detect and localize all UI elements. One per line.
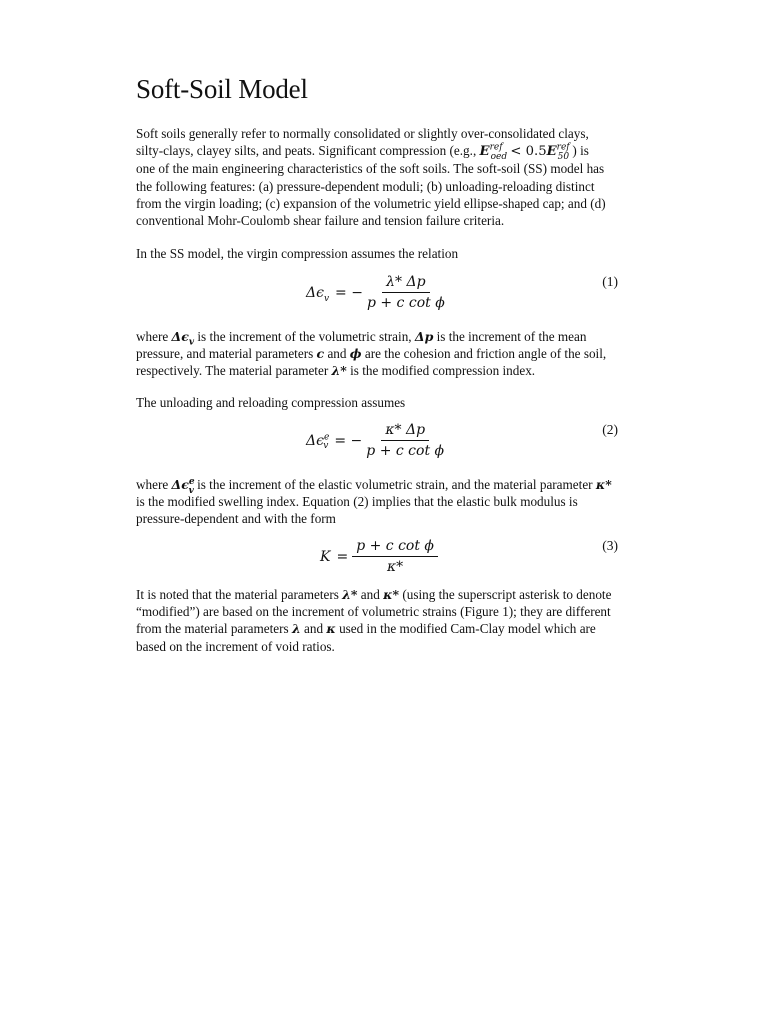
eq3-lhs: K [320,548,331,565]
math-kappa-star: κ* [383,587,400,602]
text-span: is the increment of the mean pressure, and material parameters [136,329,587,362]
eq2-numerator: κ* Δp [381,422,429,441]
eq3-number: (3) [602,538,618,553]
math-e-oed-ref: $E^{ref}_{oed}$ [479,142,508,162]
math-c: c [316,346,325,362]
paragraph-intro-rest: one of the main engineering characteristics of the soft soils. The soft-soil (SS) model has the following features: (a) pressure-dependent moduli; (b) unloading-reloading distinct from the virgin loading; (c) expansion of the volumetric yield ellipse-shaped cap; and (d) conventional Mohr-Coulomb shear failure and tension failure criteria. [136,161,606,229]
eq1-lhs: $\Delta\epsilon_v$ [306,284,330,304]
math-kappa: κ [326,621,336,637]
text-span: is the modified compression index. [350,363,536,379]
text-span: is the increment of the volumetric strain, [197,329,412,344]
eq1-fraction [367,274,445,311]
eq3-numerator: p + c cot ϕ [352,538,438,557]
text-span: where [136,477,169,492]
paragraph-eq2-explanation [136,476,620,528]
text-span: is the modified swelling index. Equation (2) implies that the elastic bulk modulus is pressure-dependent and with the form [136,494,578,527]
paragraph-intro-line1: Soft soils generally refer to normally consolidated or slightly over-consolidated clays, [136,126,589,141]
eq1-equals: = − [335,284,363,301]
eq1-numerator: λ* Δp [382,274,429,293]
text-span: and [304,621,324,637]
equation-1 [136,274,620,318]
math-delta-eps-e-v: $\Delta\epsilon^e_v$ [171,476,195,496]
text-span: silty-clays, clayey silts, and peats. Significant compression (e.g., [136,143,477,159]
math-delta-eps-v: $\Delta\epsilon_v$ [171,329,195,348]
text-span: is the increment of the elastic volumetric strain, and the material parameter [197,477,593,492]
text-span: where [136,329,169,344]
text-span: are the cohesion and friction angle of the soil, respectively. The material parameter [136,346,607,379]
eq3-equals: = [336,548,349,565]
paragraph-unloading-text: The unloading and reloading compression assumes [136,395,406,410]
paragraph-intro [136,125,620,229]
paragraph-intro-line2 [136,142,620,160]
math-e50-ref: $E^{ref}_{50}$ [546,142,570,162]
math-delta-p: Δp [414,329,434,344]
eq3-denominator: κ* [387,559,404,575]
text-span: and [360,587,380,602]
paragraph-virgin [136,245,620,262]
eq2-equals: = − [334,432,363,449]
text-span: used in the modified Cam-Clay model which are based on the increment of void ratios. [136,621,596,654]
math-lambda: λ [291,621,301,637]
math-lambda-star: λ* [331,363,347,379]
text-span: and [327,346,347,362]
paragraph-eq1-explanation [136,328,620,380]
eq2-denominator: p + c cot ϕ [366,443,445,459]
paragraph-virgin-text: In the SS model, the virgin compression assumes the relation [136,246,459,261]
page-title: Soft-Soil Model [136,74,308,104]
eq2-number: (2) [602,422,618,437]
math-kappa-star: κ* [595,477,612,492]
text-span: ) is [572,143,589,159]
paragraph-unloading [136,394,620,411]
equation-3 [136,538,620,582]
eq2-fraction [366,422,444,459]
math-phi: ϕ [349,346,362,362]
text-span: It is noted that the material parameters [136,587,339,602]
eq2-lhs: $\Delta\epsilon^e_v$ [306,431,330,452]
text-span: (using the superscript asterisk to denote “modified”) are based on the increment of volumetric strains (Figure 1); they are different from the material parameters [136,587,612,637]
math-lambda-star: λ* [342,587,358,602]
math-less-than: < 0.5 [510,144,547,160]
eq1-denominator: p + c cot ϕ [366,295,445,311]
eq3-fraction [352,538,438,575]
eq1-number: (1) [602,274,618,289]
equation-2 [136,422,620,466]
paragraph-closing [136,586,620,655]
